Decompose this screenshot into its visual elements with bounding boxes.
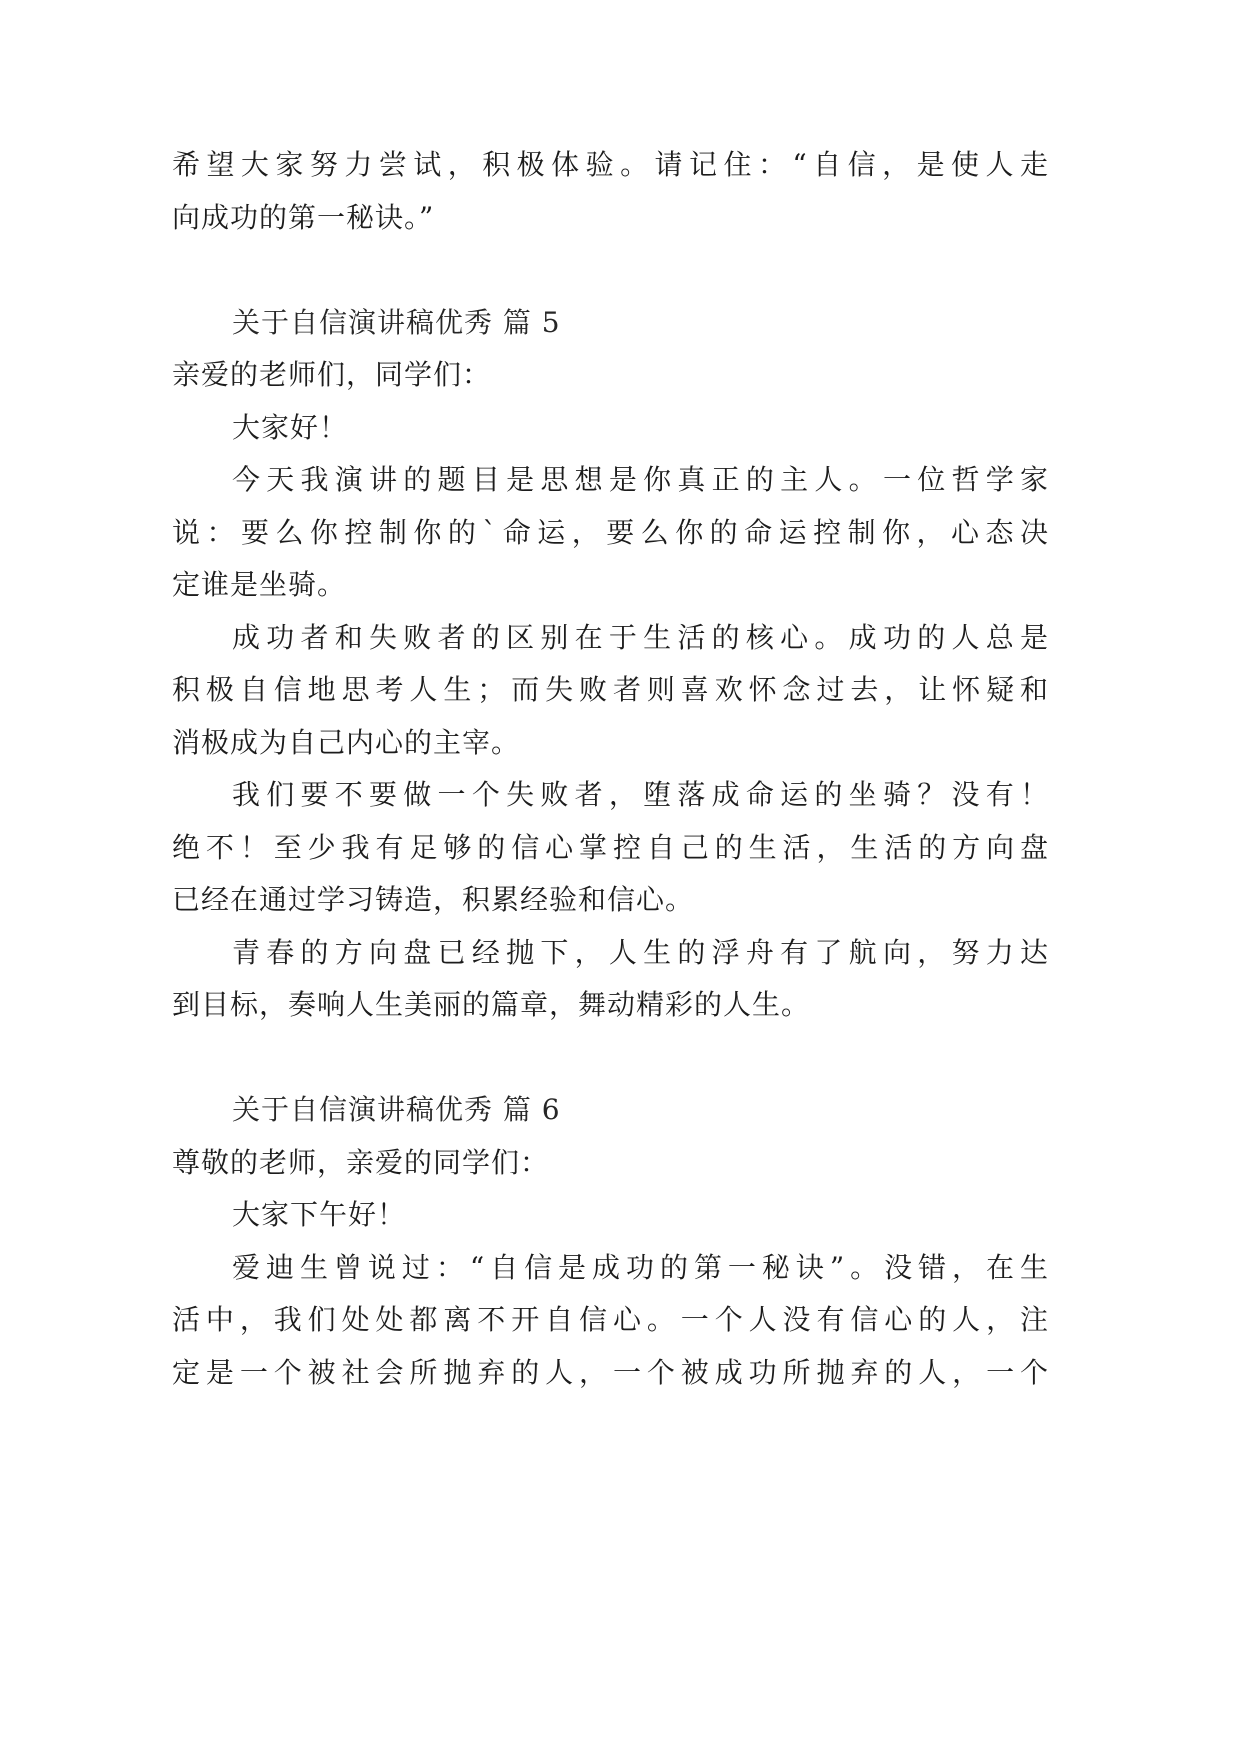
speech-section-6 <box>172 1084 1054 1399</box>
paragraph-line: 已经在通过学习铸造，积累经验和信心。 <box>172 883 695 916</box>
paragraph <box>172 1242 1054 1400</box>
paragraph-line: 活中，我们处处都离不开自信心。一个人没有信心的人，注 <box>172 1303 1054 1336</box>
document-page <box>172 139 1055 1399</box>
paragraph <box>172 769 1055 927</box>
paragraph-line: 定是一个被社会所抛弃的人，一个被成功所抛弃的人，一个 <box>172 1355 1054 1389</box>
paragraph-line: 到目标，奏响人生美丽的篇章，舞动精彩的人生。 <box>172 988 811 1021</box>
paragraph-line: 今天我演讲的题目是思想是你真正的主人。一位哲学家 <box>232 463 1055 496</box>
paragraph <box>172 454 1055 612</box>
greeting: 大家好！ <box>232 410 349 444</box>
paragraph-line: 绝不！至少我有足够的信心掌控自己的生活，生活的方向盘 <box>172 830 1054 864</box>
speech-section-5 <box>172 297 1055 1032</box>
paragraph-line: 向成功的第一秘诀。” <box>172 200 435 234</box>
paragraph-line: 说：要么你控制你的`命运，要么你的命运控制你，心态决 <box>172 515 1055 549</box>
section-heading: 关于自信演讲稿优秀 篇 6 <box>232 1093 561 1126</box>
paragraph-line: 消极成为自己内心的主宰。 <box>172 725 521 759</box>
paragraph-line: 希望大家努力尝试，积极体验。请记住：“自信，是使人走 <box>172 148 1055 181</box>
paragraph-line: 我们要不要做一个失败者，堕落成命运的坐骑？没有！ <box>232 778 1055 811</box>
paragraph <box>172 612 1055 770</box>
paragraph-line: 成功者和失败者的区别在于生活的核心。成功的人总是 <box>232 620 1055 654</box>
greeting: 大家下午好！ <box>232 1198 407 1231</box>
paragraph-line: 青春的方向盘已经抛下，人生的浮舟有了航向，努力达 <box>232 935 1055 969</box>
salutation: 尊敬的老师，亲爱的同学们： <box>172 1145 550 1179</box>
salutation: 亲爱的老师们，同学们： <box>172 358 492 391</box>
paragraph-line: 积极自信地思考人生；而失败者则喜欢怀念过去，让怀疑和 <box>172 673 1054 706</box>
section-heading: 关于自信演讲稿优秀 篇 5 <box>232 305 561 339</box>
paragraph <box>172 927 1055 1032</box>
paragraph-line: 爱迪生曾说过：“自信是成功的第一秘诀”。没错，在生 <box>232 1250 1054 1284</box>
continued-paragraph <box>172 139 1055 244</box>
paragraph-line: 定谁是坐骑。 <box>172 568 347 601</box>
